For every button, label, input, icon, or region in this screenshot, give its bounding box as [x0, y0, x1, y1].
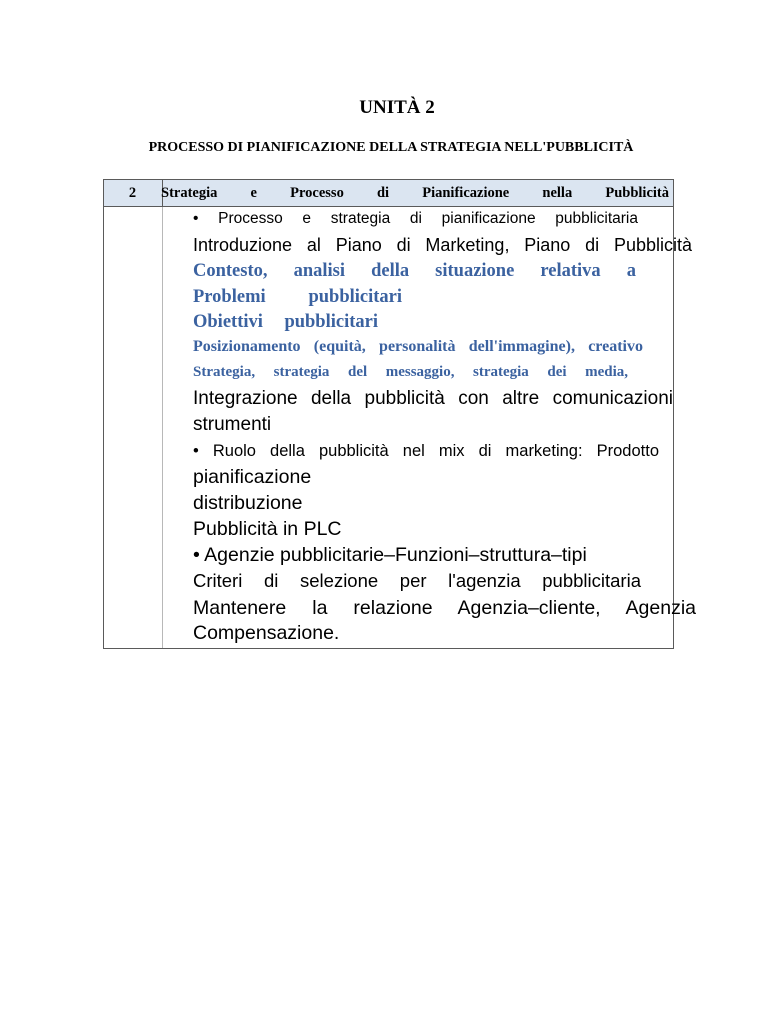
content-line: Introduzione al Piano di Marketing, Piano di Pubblicità	[193, 235, 692, 255]
unit-number-cell: 2	[128, 185, 137, 201]
column-divider	[162, 207, 163, 648]
content-line: Problemi pubblicitari	[193, 287, 402, 307]
content-line: Posizionamento (equità, personalità dell'immagine), creativo	[193, 338, 643, 355]
content-line: Strategia, strategia del messaggio, strategia dei media,	[193, 364, 628, 380]
content-line: Compensazione.	[193, 622, 340, 644]
content-line: • Ruolo della pubblicità nel mix di marketing: Prodotto	[193, 442, 659, 460]
unit-title: UNITÀ 2	[359, 97, 435, 118]
content-line: Pubblicità in PLC	[193, 518, 342, 540]
topic-header: Strategia e Processo di Pianificazione nella Pubblicità	[161, 185, 669, 201]
content-line: • Agenzie pubblicitarie–Funzioni–struttura–tipi	[193, 544, 587, 566]
content-line: Contesto, analisi della situazione relativa a	[193, 261, 636, 281]
content-line: Obiettivi pubblicitari	[193, 312, 378, 332]
header-divider	[103, 206, 674, 207]
content-line: strumenti	[193, 414, 272, 435]
content-line: Mantenere la relazione Agenzia–cliente, Agenzia	[193, 597, 696, 619]
section-subtitle: PROCESSO DI PIANIFICAZIONE DELLA STRATEGIA NELL'PUBBLICITÀ	[148, 140, 634, 155]
content-line: • Processo e strategia di pianificazione pubblicitaria	[193, 210, 638, 227]
content-line: Integrazione della pubblicità con altre comunicazioni	[193, 388, 673, 409]
content-line: distribuzione	[193, 492, 303, 514]
content-line: pianificazione	[193, 466, 312, 488]
content-line: Criteri di selezione per l'agenzia pubblicitaria	[193, 570, 641, 591]
